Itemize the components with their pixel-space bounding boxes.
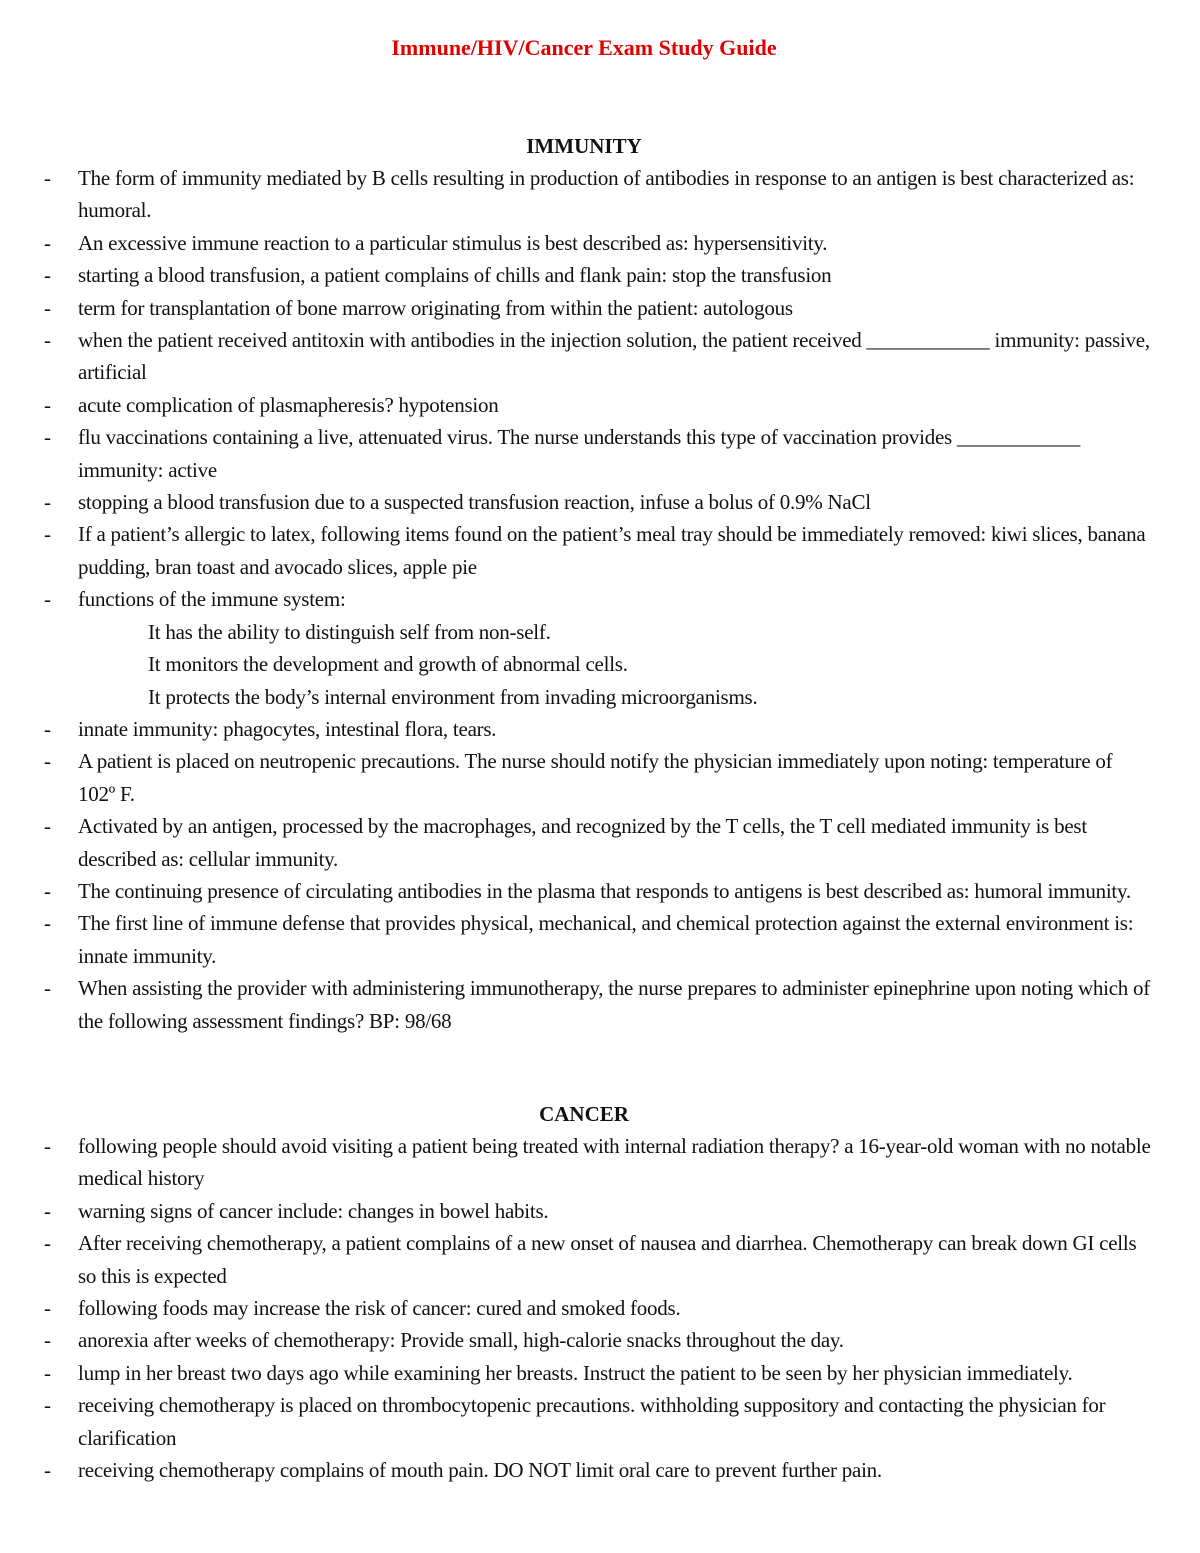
document-title: Immune/HIV/Cancer Exam Study Guide	[391, 35, 777, 60]
bullet-dash: -	[44, 716, 51, 741]
list-item	[0, 389, 1200, 421]
list-item	[0, 421, 1200, 486]
bullet-dash: -	[44, 295, 51, 320]
cancer-bullet-list	[0, 1130, 1200, 1486]
list-item	[0, 745, 1200, 810]
section-immunity	[0, 130, 1200, 1037]
list-item-text: The form of immunity mediated by B cells resulting in production of antibodies in response to an antigen is best characterized as: humoral.	[78, 166, 1135, 223]
list-item	[0, 1130, 1200, 1195]
list-item-text: innate immunity: phagocytes, intestinal flora, tears.	[78, 716, 497, 741]
section-cancer	[0, 1098, 1200, 1486]
list-item-text: flu vaccinations containing a live, attenuated virus. The nurse understands this type of vaccination provides ____________ immunity: active	[78, 425, 1080, 482]
list-item-text: If a patient’s allergic to latex, following items found on the patient’s meal tray should be immediately removed: kiwi slices, banana pudding, bran toast and avocado slices, apple pie	[78, 522, 1146, 579]
immunity-bullet-list	[0, 162, 1200, 1037]
list-item	[0, 972, 1200, 1037]
bullet-dash: -	[44, 1393, 51, 1418]
list-item	[0, 1227, 1200, 1292]
immune-function-line: It has the ability to distinguish self from non-self.	[148, 619, 551, 644]
list-item-text: The continuing presence of circulating antibodies in the plasma that responds to antigens is best described as: humoral immunity.	[78, 878, 1131, 903]
bullet-dash: -	[44, 230, 51, 255]
list-item-text: An excessive immune reaction to a particular stimulus is best described as: hypersensitivity.	[78, 230, 828, 255]
list-item-text: A patient is placed on neutropenic precautions. The nurse should notify the physician immediately upon noting: temperature of 102º F.	[78, 749, 1113, 806]
bullet-dash: -	[44, 1198, 51, 1223]
list-item-text: functions of the immune system:	[78, 587, 346, 612]
list-item-text: After receiving chemotherapy, a patient complains of a new onset of nausea and diarrhea. Chemotherapy can break down GI cells so this is expected	[78, 1231, 1137, 1288]
bullet-dash: -	[44, 392, 51, 417]
list-item-text: stopping a blood transfusion due to a suspected transfusion reaction, infuse a bolus of 0.9% NaCl	[78, 490, 871, 515]
list-item-text: Activated by an antigen, processed by the macrophages, and recognized by the T cells, the T cell mediated immunity is best described as: cellular immunity.	[78, 814, 1087, 871]
bullet-dash: -	[44, 1134, 51, 1158]
bullet-dash: -	[44, 166, 51, 190]
bullet-dash: -	[44, 587, 51, 612]
list-item-text: following people should avoid visiting a patient being treated with internal radiation therapy? a 16-year-old woman with no notable medical history	[78, 1134, 1151, 1191]
list-item-text: The first line of immune defense that provides physical, mechanical, and chemical protection against the external environment is: innate immunity.	[78, 911, 1134, 968]
list-item	[0, 810, 1200, 875]
list-item-text: receiving chemotherapy is placed on thrombocytopenic precautions. withholding suppository and contacting the physician for clarification	[78, 1393, 1106, 1450]
list-item	[0, 907, 1200, 972]
list-item	[0, 1389, 1200, 1454]
list-item	[0, 259, 1200, 291]
bullet-dash: -	[44, 522, 51, 547]
list-item	[0, 1357, 1200, 1389]
list-item	[0, 227, 1200, 259]
bullet-dash: -	[44, 425, 51, 450]
list-item	[0, 875, 1200, 907]
list-item	[0, 162, 1200, 227]
bullet-dash: -	[44, 1296, 51, 1321]
list-item-text: When assisting the provider with administering immunotherapy, the nurse prepares to administer epinephrine upon noting which of the following assessment findings? BP: 98/68	[78, 976, 1151, 1033]
list-item	[0, 1292, 1200, 1324]
list-item	[0, 486, 1200, 518]
immune-function-line: It monitors the development and growth of abnormal cells.	[148, 652, 628, 677]
section-heading-cancer: CANCER	[539, 1102, 629, 1126]
list-item-text: warning signs of cancer include: changes in bowel habits.	[78, 1198, 549, 1223]
bullet-dash: -	[44, 263, 51, 288]
list-item	[0, 1324, 1200, 1356]
bullet-dash: -	[44, 328, 51, 353]
bullet-dash: -	[44, 1231, 51, 1256]
list-item-text: receiving chemotherapy complains of mouth pain. DO NOT limit oral care to prevent further pain.	[78, 1458, 882, 1483]
bullet-dash: -	[44, 878, 51, 903]
list-item	[0, 713, 1200, 745]
list-item	[0, 1454, 1200, 1486]
immune-function-line: It protects the body’s internal environment from invading microorganisms.	[148, 684, 758, 709]
bullet-dash: -	[44, 490, 51, 515]
bullet-dash: -	[44, 1360, 51, 1385]
list-item	[0, 1195, 1200, 1227]
bullet-dash: -	[44, 911, 51, 936]
list-item-text: following foods may increase the risk of cancer: cured and smoked foods.	[78, 1296, 681, 1321]
list-item	[0, 583, 1200, 713]
list-item-text: starting a blood transfusion, a patient complains of chills and flank pain: stop the transfusion	[78, 263, 832, 288]
bullet-dash: -	[44, 1328, 51, 1353]
list-item-text: lump in her breast two days ago while examining her breasts. Instruct the patient to be seen by her physician immediately.	[78, 1360, 1073, 1385]
list-item	[0, 324, 1200, 389]
list-item-text: acute complication of plasmapheresis? hypotension	[78, 392, 499, 417]
list-item	[0, 292, 1200, 324]
bullet-dash: -	[44, 1458, 51, 1483]
bullet-dash: -	[44, 814, 51, 839]
section-heading-immunity: IMMUNITY	[526, 134, 642, 158]
list-item	[0, 518, 1200, 583]
list-item-text: term for transplantation of bone marrow originating from within the patient: autologous	[78, 295, 793, 320]
bullet-dash: -	[44, 976, 51, 1001]
list-item-text: anorexia after weeks of chemotherapy: Provide small, high-calorie snacks throughout the day.	[78, 1328, 844, 1353]
list-item-text: when the patient received antitoxin with antibodies in the injection solution, the patient received ____________ immunity: passive, artificial	[78, 328, 1150, 385]
bullet-dash: -	[44, 749, 51, 774]
